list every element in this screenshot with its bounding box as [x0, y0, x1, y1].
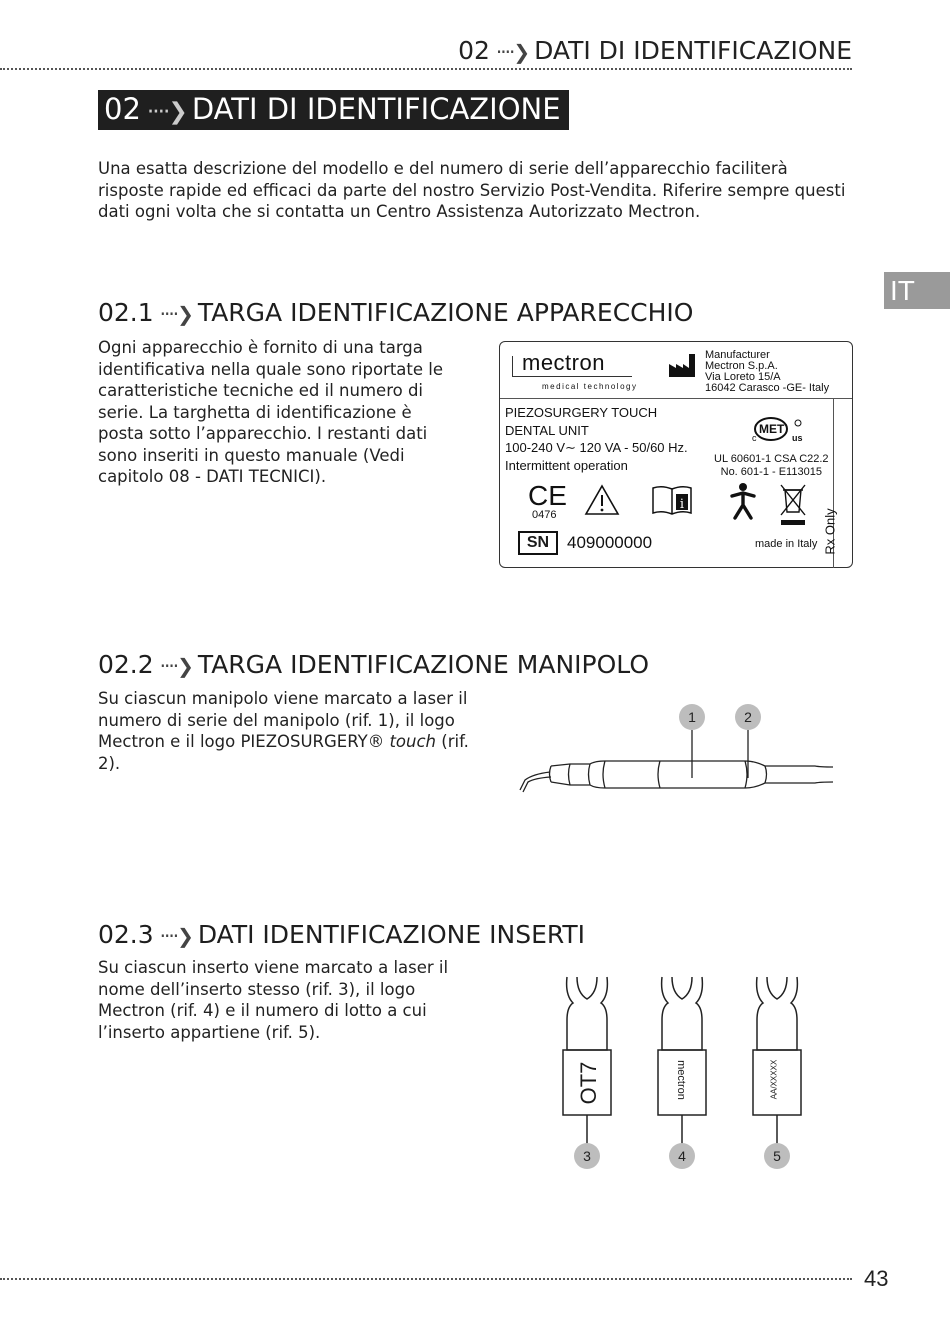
section-title: TARGA IDENTIFICAZIONE MANIPOLO: [197, 650, 649, 679]
language-tab: IT: [884, 272, 950, 309]
identification-plate: [499, 341, 853, 568]
intro-text: Una esatta descrizione del modello e del numero di serie dell’apparecchio faciliterà risposte rapide ed efficaci da parte del nostro Servizio Post-Vendita. Riferire sempre questi dati ogni volta che si contatta un Centro Assistenza Autorizzato Mectron.: [98, 159, 846, 221]
ce-mark: CE: [528, 480, 567, 511]
met-c: c: [752, 433, 757, 443]
rx-only: Rx Only: [822, 508, 838, 555]
made-in: made in Italy: [755, 538, 818, 550]
plate-brand: mectron: [522, 350, 605, 375]
callout-4: 4: [669, 1143, 695, 1169]
callout-1: 1: [679, 704, 705, 730]
sn-value: 409000000: [567, 533, 653, 552]
page-number: 43: [864, 1266, 889, 1291]
section-number: 02.1: [98, 298, 154, 327]
callout-2: 2: [735, 704, 761, 730]
met-us: us: [792, 433, 803, 443]
handpiece-drawing: [515, 730, 840, 795]
header-title: DATI DI IDENTIFICAZIONE: [534, 36, 852, 65]
product-line: PIEZOSURGERY TOUCH: [505, 405, 658, 420]
manufacturer-line: 16042 Carasco -GE- Italy: [705, 382, 830, 394]
title-number: 02: [104, 92, 141, 126]
product-line: 100-240 V∼ 120 VA - 50/60 Hz.: [505, 440, 688, 455]
dotted-arrow-icon: ····❯: [159, 924, 192, 948]
plate-ul: [714, 453, 829, 478]
product-line: Intermittent operation: [505, 457, 628, 473]
title-text: DATI DI IDENTIFICAZIONE: [191, 92, 561, 126]
weee-bin-icon: [778, 482, 808, 526]
sn-box: SN: [518, 531, 558, 555]
section-number: 02.2: [98, 650, 154, 679]
dotted-arrow-icon: ····❯: [159, 302, 192, 326]
section-title: TARGA IDENTIFICAZIONE APPARECCHIO: [197, 298, 694, 327]
manufacturer-line: Manufacturer: [705, 349, 770, 361]
plate-product: [505, 404, 688, 474]
header-number: 02: [458, 36, 490, 65]
manufacturer-line: Mectron S.p.A.: [705, 360, 778, 372]
section-2-text-a: Su ciascun manipolo viene marcato a laser il numero di serie del manipolo (rif. 1), il logo Mectron e il logo PIEZOSURGERY®: [98, 689, 468, 751]
section-2-text-b: (rif. 2).: [98, 732, 469, 773]
page-title: [98, 90, 569, 130]
section-title: DATI IDENTIFICAZIONE INSERTI: [197, 920, 586, 949]
callout-3: 3: [574, 1143, 600, 1169]
ce-number: 0476: [532, 509, 557, 521]
footer-divider: [0, 1278, 852, 1280]
section-2-text-em: touch: [389, 732, 437, 751]
manufacturer-line: Via Loreto 15/A: [705, 371, 781, 383]
section-3-text: Su ciascun inserto viene marcato a laser il nome dell’inserto stesso (rif. 3), il logo Mectron (rif. 4) e il numero di lotto a cui l’inserto appartiene (rif. 5).: [98, 958, 449, 1042]
callout-5: 5: [764, 1143, 790, 1169]
brand-bar: [512, 356, 513, 376]
ul-line: No. 601-1 - E113015: [720, 465, 822, 478]
svg-text:i: i: [679, 497, 685, 512]
dotted-arrow-icon: ····❯: [159, 654, 192, 678]
plate-manufacturer: [705, 350, 829, 394]
insert-lot-number: AA/XXXXX: [769, 1059, 779, 1100]
product-line: DENTAL UNIT: [505, 422, 589, 438]
section-2-text: [98, 688, 478, 774]
plate-divider: [500, 398, 852, 399]
section-2-heading: [98, 650, 649, 679]
met-text: MET: [759, 422, 785, 436]
plate-brand-sub: medical technology: [542, 382, 638, 391]
section-number: 02.3: [98, 920, 154, 949]
patient-type-icon: [728, 482, 758, 520]
brand-underline: [512, 376, 632, 377]
factory-icon: [668, 352, 698, 378]
section-1-heading: [98, 298, 693, 327]
manual-icon: [650, 484, 694, 516]
section-1-text: Ogni apparecchio è fornito di una targa identificativa nella quale sono riportate le caratteristiche tecniche ed il numero di serie. La targhetta di identificazione è posta sotto l’apparecchio. I restanti dati sono inseriti in questo manuale (Vedi capitolo 08 - DATI TECNICI).: [98, 338, 444, 486]
section-3-heading: [98, 920, 585, 949]
insert-logo-mectron: mectron: [675, 1060, 687, 1100]
running-header: [458, 36, 852, 65]
dotted-arrow-icon: ····❯: [495, 40, 529, 64]
insert-name-ot7: OT7: [576, 1061, 601, 1105]
warning-icon: [584, 484, 620, 516]
ul-line: UL 60601-1 CSA C22.2: [714, 453, 829, 465]
header-divider: [0, 68, 852, 70]
dotted-arrow-icon: ····❯: [146, 98, 186, 125]
